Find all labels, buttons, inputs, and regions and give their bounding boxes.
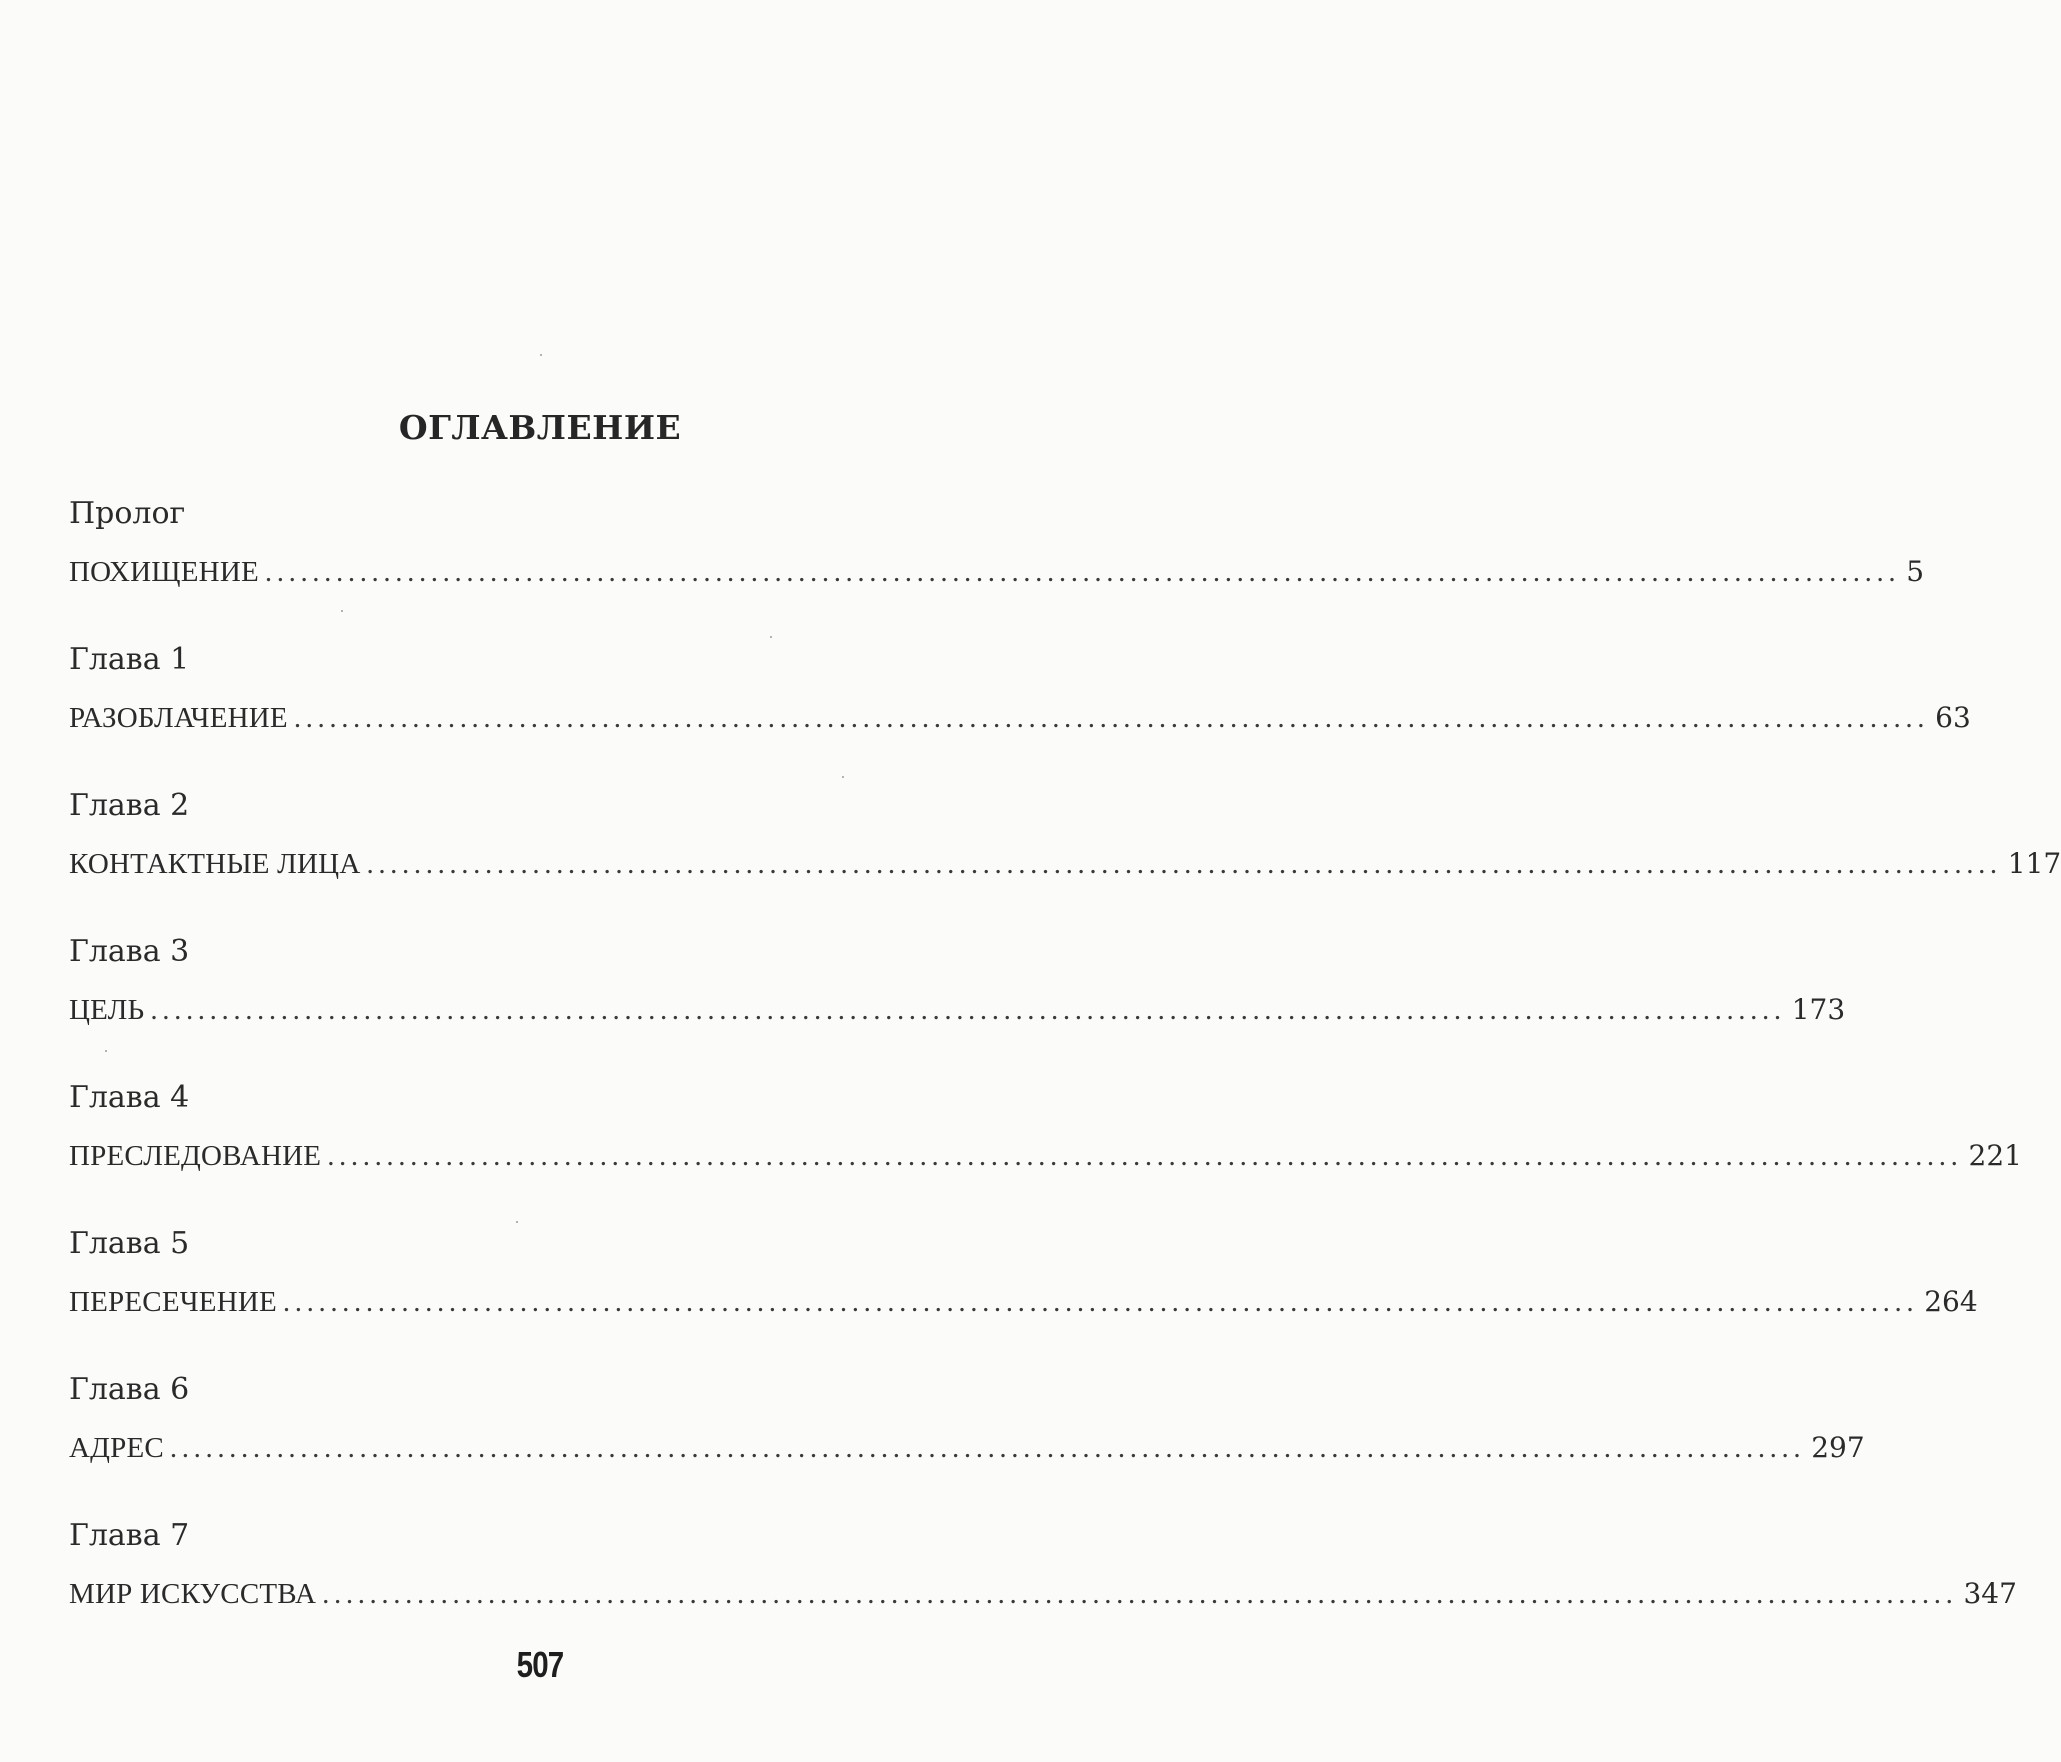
scan-speck — [105, 1050, 107, 1052]
toc-entry-chapter-7 — [69, 1516, 2017, 1662]
dot-leader: .......................................................................................................................................... — [366, 848, 2002, 880]
toc-entry-row[interactable] — [69, 844, 2061, 884]
chapter-label: Глава 7 — [69, 1518, 190, 1553]
page-number: 507 — [516, 1644, 564, 1685]
dot-leader: .......................................................................................................................................... — [327, 1140, 1963, 1172]
chapter-label: Пролог — [69, 496, 186, 531]
scan-speck — [770, 636, 772, 638]
chapter-label: Глава 5 — [69, 1226, 190, 1261]
dot-leader: .......................................................................................................................................... — [322, 1578, 1958, 1610]
entry-title: ПОХИЩЕНИЕ — [69, 556, 259, 588]
toc-entry-row[interactable] — [69, 1136, 2022, 1176]
dot-leader: .......................................................................................................................................... — [293, 702, 1930, 734]
entry-page-number: 63 — [1935, 701, 1971, 734]
toc-entry-chapter-2 — [69, 786, 2061, 932]
entry-title: КОНТАКТНЫЕ ЛИЦА — [69, 848, 361, 880]
toc-entry-row[interactable] — [69, 1574, 2017, 1614]
scan-speck — [341, 610, 343, 612]
dot-leader: .......................................................................................................................................... — [169, 1432, 1806, 1464]
entry-title: МИР ИСКУССТВА — [69, 1578, 317, 1610]
toc-title: ОГЛАВЛЕНИЕ — [398, 408, 682, 447]
chapter-label: Глава 4 — [69, 1080, 190, 1115]
entry-title: ЦЕЛЬ — [69, 994, 145, 1026]
chapter-label: Глава 2 — [69, 788, 190, 823]
scan-speck — [516, 1221, 518, 1223]
entry-page-number: 5 — [1906, 555, 1925, 588]
dot-leader: .......................................................................................................................................... — [264, 556, 1901, 588]
toc-entry-chapter-3 — [69, 932, 1846, 1078]
toc-entry-chapter-1 — [69, 640, 1971, 786]
toc-entry-row[interactable] — [69, 552, 1925, 592]
toc-entry-row[interactable] — [69, 698, 1971, 738]
entry-page-number: 173 — [1791, 993, 1846, 1026]
chapter-label: Глава 1 — [69, 642, 190, 677]
toc-entry-chapter-4 — [69, 1078, 2022, 1224]
toc-entry-chapter-6 — [69, 1370, 1865, 1516]
chapter-label: Глава 6 — [69, 1372, 190, 1407]
entry-page-number: 221 — [1968, 1139, 2022, 1172]
toc-entry-row[interactable] — [69, 990, 1846, 1030]
scan-speck — [842, 776, 844, 778]
toc-entry-row[interactable] — [69, 1428, 1865, 1468]
entry-page-number: 297 — [1811, 1431, 1865, 1464]
dot-leader: .......................................................................................................................................... — [282, 1286, 1919, 1318]
entry-page-number: 117 — [2007, 847, 2061, 880]
chapter-label: Глава 3 — [69, 934, 190, 969]
entry-title: ПЕРЕСЕЧЕНИЕ — [69, 1286, 277, 1318]
toc-entry-chapter-5 — [69, 1224, 1978, 1370]
entry-page-number: 264 — [1924, 1285, 1978, 1318]
dot-leader: .......................................................................................................................................... — [150, 994, 1786, 1026]
entry-title: ПРЕСЛЕДОВАНИЕ — [69, 1140, 322, 1172]
entry-page-number: 347 — [1963, 1577, 2017, 1610]
entry-title: АДРЕС — [69, 1432, 164, 1464]
table-of-contents — [69, 494, 2061, 1662]
scan-speck — [540, 354, 542, 356]
toc-entry-row[interactable] — [69, 1282, 1978, 1322]
entry-title: РАЗОБЛАЧЕНИЕ — [69, 702, 288, 734]
toc-entry-prologue — [69, 494, 1925, 640]
